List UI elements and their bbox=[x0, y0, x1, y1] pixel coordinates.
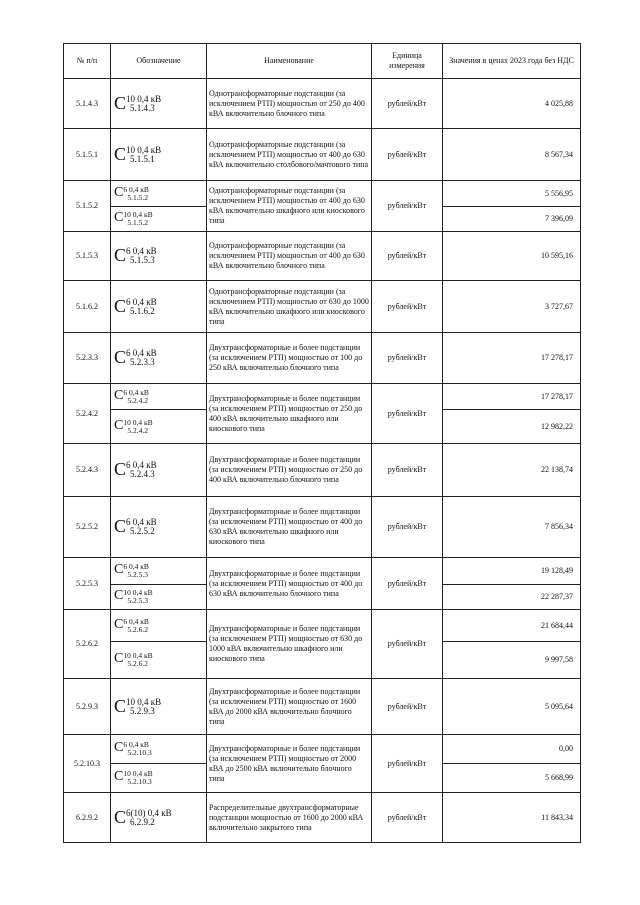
c-symbol-icon: C bbox=[114, 588, 124, 603]
c-symbol-icon: C bbox=[114, 295, 127, 316]
c-symbol-icon: C bbox=[114, 417, 124, 433]
designation-cell bbox=[111, 679, 207, 735]
table-row bbox=[64, 735, 581, 764]
designation-cell bbox=[111, 410, 207, 444]
name-cell: Однотрансформаторные подстанции (за исключением РТП) мощностью от 400 до 630 кВА включительно блочного типа bbox=[207, 232, 372, 281]
value-cell: 5 668,99 bbox=[443, 764, 581, 793]
designation-code bbox=[111, 589, 206, 605]
c-symbol-icon: C bbox=[114, 459, 127, 479]
c-symbol-icon: C bbox=[114, 347, 127, 367]
name-cell: Распределительные двухтрансформаторные подстанции мощностью от 1600 до 2000 кВА включительно закрытого типа bbox=[207, 793, 372, 843]
c-symbol-icon: C bbox=[114, 769, 124, 784]
designation-cell bbox=[111, 497, 207, 558]
designation-code bbox=[111, 741, 206, 757]
unit-cell: рублей/кВт bbox=[372, 679, 443, 735]
name-cell: Двухтрансформаторные и более подстанции (за исключением РТП) мощностью от 400 до 630 кВА включительно блочного типа bbox=[207, 558, 372, 610]
voltage-label: 6 0,4 кВ bbox=[126, 517, 157, 527]
c-symbol-icon: C bbox=[114, 562, 124, 577]
value-cell: 17 278,17 bbox=[443, 333, 581, 384]
table-row bbox=[64, 232, 581, 281]
row-number: 5.2.10.3 bbox=[64, 735, 111, 793]
designation-code bbox=[111, 349, 206, 367]
header-value: Значения в ценах 2023 года без НДС bbox=[443, 44, 581, 79]
table-row bbox=[64, 793, 581, 843]
value-cell: 22 138,74 bbox=[443, 444, 581, 497]
table-row bbox=[64, 333, 581, 384]
tariff-table bbox=[63, 43, 581, 843]
code-label: 5.2.4.2 bbox=[127, 425, 148, 435]
value-cell: 7 396,09 bbox=[443, 207, 581, 232]
table-body bbox=[64, 79, 581, 843]
code-label: 5.2.4.3 bbox=[130, 469, 155, 479]
c-symbol-icon: C bbox=[114, 740, 124, 755]
code-label: 5.2.5.2 bbox=[130, 526, 155, 536]
voltage-label: 10 0,4 кВ bbox=[123, 210, 153, 219]
voltage-label: 6 0,4 кВ bbox=[123, 616, 149, 626]
code-label: 5.1.5.2 bbox=[127, 192, 148, 202]
code-label: 5.2.10.3 bbox=[127, 748, 152, 757]
row-number: 5.1.5.3 bbox=[64, 232, 111, 281]
name-cell: Однотрансформаторные подстанции (за исключением РТП) мощностью от 630 до 1000 кВА включительно шкафного или киоскового типа bbox=[207, 281, 372, 333]
designation-cell bbox=[111, 333, 207, 384]
table-row bbox=[64, 679, 581, 735]
table-row bbox=[64, 610, 581, 642]
name-cell: Двухтрансформаторные и более подстанции (за исключением РТП) мощностью от 2000 кВА до 2500 кВА включительно блочного типа bbox=[207, 735, 372, 793]
voltage-label: 6 0,4 кВ bbox=[126, 296, 157, 307]
header-designation: Обозначение bbox=[111, 44, 207, 79]
voltage-label: 10 0,4 кВ bbox=[126, 696, 162, 707]
row-number: 5.2.4.3 bbox=[64, 444, 111, 497]
voltage-label: 6 0,4 кВ bbox=[123, 387, 149, 397]
row-number: 5.1.6.2 bbox=[64, 281, 111, 333]
designation-cell bbox=[111, 793, 207, 843]
code-label: 6.2.9.2 bbox=[130, 816, 155, 827]
voltage-label: 6 0,4 кВ bbox=[126, 246, 157, 256]
code-label: 5.1.6.2 bbox=[130, 305, 155, 316]
code-label: 5.2.3.3 bbox=[130, 357, 155, 367]
row-number: 5.1.5.1 bbox=[64, 129, 111, 181]
c-symbol-icon: C bbox=[114, 387, 124, 403]
designation-cell bbox=[111, 281, 207, 333]
header-num: № п/п bbox=[64, 44, 111, 79]
unit-cell: рублей/кВт bbox=[372, 333, 443, 384]
unit-cell: рублей/кВт bbox=[372, 384, 443, 444]
unit-cell: рублей/кВт bbox=[372, 558, 443, 610]
voltage-label: 10 0,4 кВ bbox=[123, 417, 153, 427]
voltage-label: 6 0,4 кВ bbox=[123, 740, 149, 749]
code-label: 5.2.10.3 bbox=[127, 777, 152, 786]
designation-code bbox=[111, 389, 206, 405]
c-symbol-icon: C bbox=[114, 616, 124, 632]
code-label: 5.2.4.2 bbox=[127, 395, 148, 405]
unit-cell: рублей/кВт bbox=[372, 79, 443, 129]
unit-cell: рублей/кВт bbox=[372, 232, 443, 281]
name-cell: Двухтрансформаторные и более подстанции (за исключением РТП) мощностью от 250 до 400 кВА включительно блочного типа bbox=[207, 444, 372, 497]
unit-cell: рублей/кВт bbox=[372, 610, 443, 679]
designation-cell bbox=[111, 735, 207, 764]
c-symbol-icon: C bbox=[114, 695, 127, 716]
voltage-label: 10 0,4 кВ bbox=[123, 651, 153, 660]
value-cell: 21 684,44 bbox=[443, 610, 581, 642]
header-unit: Единица измерения bbox=[372, 44, 443, 79]
table-header-row bbox=[64, 44, 581, 79]
header-name: Наименование bbox=[207, 44, 372, 79]
table-row bbox=[64, 129, 581, 181]
value-cell: 5 556,95 bbox=[443, 181, 581, 207]
value-cell: 9 997,58 bbox=[443, 642, 581, 679]
c-symbol-icon: C bbox=[114, 516, 127, 536]
designation-code bbox=[111, 295, 206, 316]
designation-cell bbox=[111, 558, 207, 585]
designation-code bbox=[111, 186, 206, 202]
voltage-label: 10 0,4 кВ bbox=[123, 769, 153, 778]
voltage-label: 6 0,4 кВ bbox=[126, 460, 157, 470]
row-number: 6.2.9.2 bbox=[64, 793, 111, 843]
name-cell: Однотрансформаторные подстанции (за исключением РТП) мощностью от 250 до 400 кВА включительно блочного типа bbox=[207, 79, 372, 129]
unit-cell: рублей/кВт bbox=[372, 181, 443, 232]
value-cell: 7 856,34 bbox=[443, 497, 581, 558]
name-cell: Однотрансформаторные подстанции (за исключением РТП) мощностью от 400 до 630 кВА включительно столбового/мачтового типа bbox=[207, 129, 372, 181]
voltage-label: 6 0,4 кВ bbox=[123, 184, 149, 194]
row-number: 5.2.6.2 bbox=[64, 610, 111, 679]
designation-code bbox=[111, 770, 206, 786]
code-label: 5.1.5.2 bbox=[127, 218, 148, 227]
c-symbol-icon: C bbox=[114, 210, 124, 225]
designation-cell bbox=[111, 610, 207, 642]
name-cell: Двухтрансформаторные и более подстанции (за исключением РТП) мощностью от 250 до 400 кВА включительно шкафного или киоскового типа bbox=[207, 384, 372, 444]
unit-cell: рублей/кВт bbox=[372, 129, 443, 181]
row-number: 5.2.5.3 bbox=[64, 558, 111, 610]
designation-cell bbox=[111, 79, 207, 129]
designation-cell bbox=[111, 764, 207, 793]
designation-code bbox=[111, 419, 206, 435]
row-number: 5.2.5.2 bbox=[64, 497, 111, 558]
c-symbol-icon: C bbox=[114, 184, 124, 200]
value-cell: 5 095,64 bbox=[443, 679, 581, 735]
designation-cell bbox=[111, 232, 207, 281]
code-label: 5.1.4.3 bbox=[130, 102, 155, 113]
designation-code bbox=[111, 461, 206, 479]
code-label: 5.2.6.2 bbox=[127, 659, 148, 668]
voltage-label: 6 0,4 кВ bbox=[126, 348, 157, 358]
voltage-label: 6 0,4 кВ bbox=[123, 562, 149, 571]
value-cell: 0,00 bbox=[443, 735, 581, 764]
table-row bbox=[64, 79, 581, 129]
row-number: 5.2.3.3 bbox=[64, 333, 111, 384]
value-cell: 8 567,34 bbox=[443, 129, 581, 181]
c-symbol-icon: C bbox=[114, 143, 127, 164]
name-cell: Двухтрансформаторные и более подстанции (за исключением РТП) мощностью от 400 до 630 кВА включительно шкафного или киоскового типа bbox=[207, 497, 372, 558]
voltage-label: 10 0,4 кВ bbox=[126, 144, 162, 155]
row-number: 5.1.4.3 bbox=[64, 79, 111, 129]
row-number: 5.2.9.3 bbox=[64, 679, 111, 735]
value-cell: 11 843,34 bbox=[443, 793, 581, 843]
value-cell: 22 287,37 bbox=[443, 585, 581, 610]
voltage-label: 10 0,4 кВ bbox=[123, 588, 153, 597]
designation-cell bbox=[111, 129, 207, 181]
designation-code bbox=[111, 518, 206, 536]
value-cell: 4 025,88 bbox=[443, 79, 581, 129]
value-cell: 12 982,22 bbox=[443, 410, 581, 444]
designation-code bbox=[111, 143, 206, 164]
designation-code bbox=[111, 618, 206, 634]
designation-cell bbox=[111, 585, 207, 610]
value-cell: 17 278,17 bbox=[443, 384, 581, 410]
designation-code bbox=[111, 695, 206, 716]
code-label: 5.2.9.3 bbox=[130, 705, 155, 716]
unit-cell: рублей/кВт bbox=[372, 281, 443, 333]
unit-cell: рублей/кВт bbox=[372, 735, 443, 793]
name-cell: Двухтрансформаторные и более подстанции (за исключением РТП) мощностью от 1600 кВА до 2000 кВА включительно блочного типа bbox=[207, 679, 372, 735]
designation-code bbox=[111, 92, 206, 113]
c-symbol-icon: C bbox=[114, 806, 127, 827]
table-row bbox=[64, 444, 581, 497]
designation-code bbox=[111, 563, 206, 579]
designation-code bbox=[111, 211, 206, 227]
code-label: 5.2.5.3 bbox=[127, 596, 148, 605]
designation-code bbox=[111, 247, 206, 265]
voltage-label: 6(10) 0,4 кВ bbox=[126, 807, 172, 818]
value-cell: 19 128,49 bbox=[443, 558, 581, 585]
table-row bbox=[64, 281, 581, 333]
code-label: 5.2.5.3 bbox=[127, 570, 148, 579]
name-cell: Двухтрансформаторные и более подстанции (за исключением РТП) мощностью от 100 до 250 кВА включительно блочного типа bbox=[207, 333, 372, 384]
voltage-label: 10 0,4 кВ bbox=[126, 93, 162, 104]
row-number: 5.2.4.2 bbox=[64, 384, 111, 444]
designation-cell bbox=[111, 384, 207, 410]
table-row bbox=[64, 181, 581, 207]
code-label: 5.1.5.3 bbox=[130, 255, 155, 265]
table-row bbox=[64, 558, 581, 585]
designation-code bbox=[111, 806, 206, 827]
unit-cell: рублей/кВт bbox=[372, 793, 443, 843]
designation-code bbox=[111, 652, 206, 668]
table-row bbox=[64, 384, 581, 410]
name-cell: Однотрансформаторные подстанции (за исключением РТП) мощностью от 400 до 630 кВА включительно шкафного или киоскового типа bbox=[207, 181, 372, 232]
designation-cell bbox=[111, 181, 207, 207]
designation-cell bbox=[111, 642, 207, 679]
designation-cell bbox=[111, 207, 207, 232]
table-row bbox=[64, 497, 581, 558]
unit-cell: рублей/кВт bbox=[372, 444, 443, 497]
name-cell: Двухтрансформаторные и более подстанции (за исключением РТП) мощностью от 630 до 1000 кВА включительно шкафного или киоскового типа bbox=[207, 610, 372, 679]
value-cell: 3 727,67 bbox=[443, 281, 581, 333]
unit-cell: рублей/кВт bbox=[372, 497, 443, 558]
row-number: 5.1.5.2 bbox=[64, 181, 111, 232]
c-symbol-icon: C bbox=[114, 651, 124, 666]
c-symbol-icon: C bbox=[114, 92, 127, 113]
code-label: 5.1.5.1 bbox=[130, 153, 155, 164]
code-label: 5.2.6.2 bbox=[127, 624, 148, 634]
value-cell: 10 595,16 bbox=[443, 232, 581, 281]
c-symbol-icon: C bbox=[114, 245, 127, 265]
designation-cell bbox=[111, 444, 207, 497]
